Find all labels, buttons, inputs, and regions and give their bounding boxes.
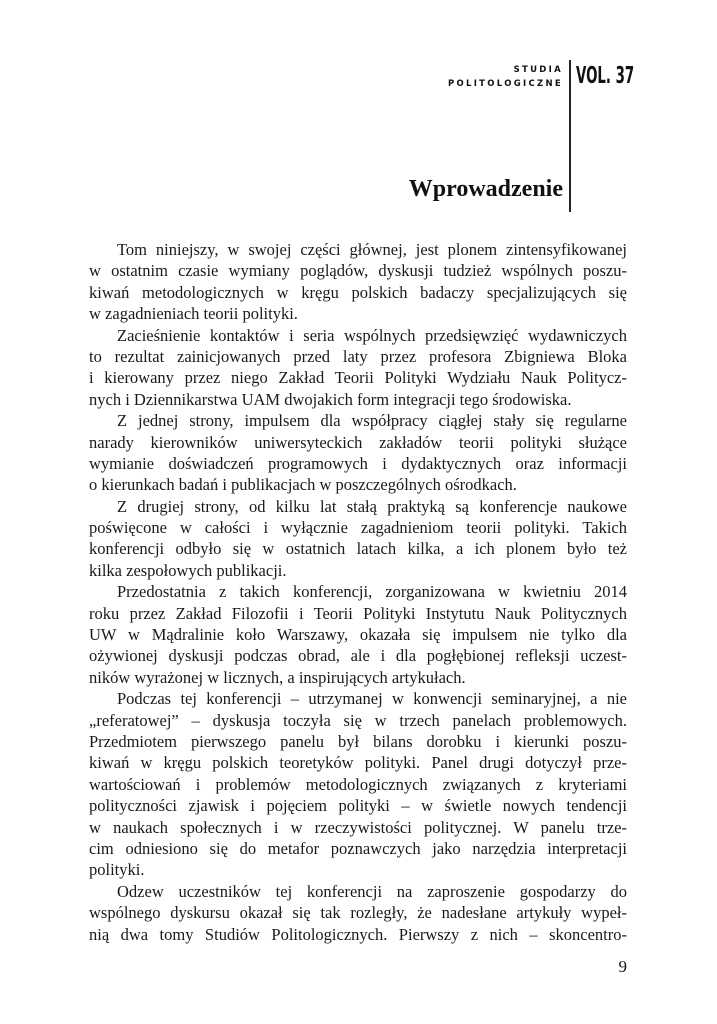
text-line: konferencji odbyło się w ostatnich latach kilka, a ich plonem było też	[89, 539, 627, 559]
text-line: ników wyrażonej w licznych, a inspirujących artykułach.	[89, 667, 466, 687]
paragraph-1	[89, 239, 627, 325]
journal-name	[448, 63, 563, 91]
page-number: 9	[618, 957, 627, 976]
text-line: poświęcone w całości i wyłącznie zagadnieniom teorii polityki. Takich	[89, 518, 627, 538]
text-line: Z jednej strony, impulsem dla współpracy ciągłej stały się regularne	[117, 411, 627, 431]
text-line: cim odniesiono się do metafor poznawczych jako narzędzia interpretacji	[89, 838, 627, 858]
text-line: wartościowań i problemów metodologicznych związanych z kryteriami	[89, 774, 627, 794]
volume-label: VOL. 37	[576, 63, 635, 89]
text-line: UW w Mądralinie koło Warszawy, okazała się impulsem nie tylko dla	[89, 625, 627, 645]
paragraph-4	[89, 496, 627, 582]
header-vertical-rule	[569, 60, 571, 212]
text-line: wspólnego dyskursu okazał się tak rozległy, że nadesłane artykuły wypeł-	[89, 903, 627, 923]
text-line: Przedmiotem pierwszego panelu był bilans dorobku i kierunki poszu-	[89, 731, 627, 751]
paragraph-5	[89, 581, 627, 688]
text-line: Podczas tej konferencji – utrzymanej w konwencji seminaryjnej, a nie	[117, 689, 627, 709]
body-text	[89, 239, 627, 945]
text-line: roku przez Zakład Filozofii i Teorii Polityki Instytutu Nauk Politycznych	[89, 603, 627, 623]
text-line: narady kierowników uniwersyteckich zakładów teorii polityki służące	[89, 432, 627, 452]
text-line: Odzew uczestników tej konferencji na zaproszenie gospodarzy do	[117, 881, 627, 901]
text-line: wymianie doświadczeń programowych i dydaktycznych oraz informacji	[89, 453, 627, 473]
paragraph-2	[89, 325, 627, 411]
text-line: Zacieśnienie kontaktów i seria wspólnych przedsięwzięć wydawniczych	[117, 325, 627, 345]
text-line: to rezultat zainicjowanych przed laty przez profesora Zbigniewa Bloka	[89, 346, 627, 366]
text-line: kiwań metodologicznych w kręgu polskich badaczy specjalizujących się	[89, 282, 627, 302]
paragraph-3	[89, 410, 627, 496]
journal-name-line2: POLITOLOGICZNE	[447, 79, 563, 89]
text-line: kiwań w kręgu polskich teoretyków polityki. Panel drugi dotyczył prze-	[89, 753, 627, 773]
text-line: „referatowej” – dyskusja toczyła się w trzech panelach problemowych.	[89, 710, 627, 730]
paragraph-7	[89, 881, 627, 945]
text-line: w ostatnim czasie wymiany poglądów, dyskusji tudzież wspólnych poszu-	[89, 261, 627, 281]
text-line: nią dwa tomy Studiów Politologicznych. Pierwszy z nich – skoncentro-	[89, 924, 627, 944]
text-line: nych i Dziennikarstwa UAM dwojakich form integracji tego środowiska.	[89, 389, 572, 409]
text-line: kilka zespołowych publikacji.	[89, 560, 287, 580]
page-title: Wprowadzenie	[408, 176, 563, 203]
journal-name-line1: STUDIA	[513, 65, 563, 75]
text-line: w naukach społecznych i w rzeczywistości politycznej. W panelu trze-	[89, 817, 627, 837]
text-line: w zagadnieniach teorii polityki.	[89, 304, 298, 324]
text-line: polityczności zjawisk i pojęciem polityki – w świetle nowych tendencji	[89, 796, 627, 816]
text-line: ożywionej dyskusji podczas obrad, ale i dla pogłębionej refleksji uczest-	[89, 646, 627, 666]
text-line: Z drugiej strony, od kilku lat stałą praktyką są konferencje naukowe	[117, 496, 627, 516]
text-line: Przedostatnia z takich konferencji, zorganizowana w kwietniu 2014	[117, 582, 627, 602]
text-line: o kierunkach badań i publikacjach w poszczególnych ośrodkach.	[89, 475, 517, 495]
text-line: Tom niniejszy, w swojej części głównej, jest plonem zintensyfikowanej	[117, 240, 627, 259]
paragraph-6	[89, 688, 627, 881]
text-line: i kierowany przez niego Zakład Teorii Polityki Wydziału Nauk Politycz-	[89, 368, 627, 388]
text-line: polityki.	[89, 860, 145, 880]
